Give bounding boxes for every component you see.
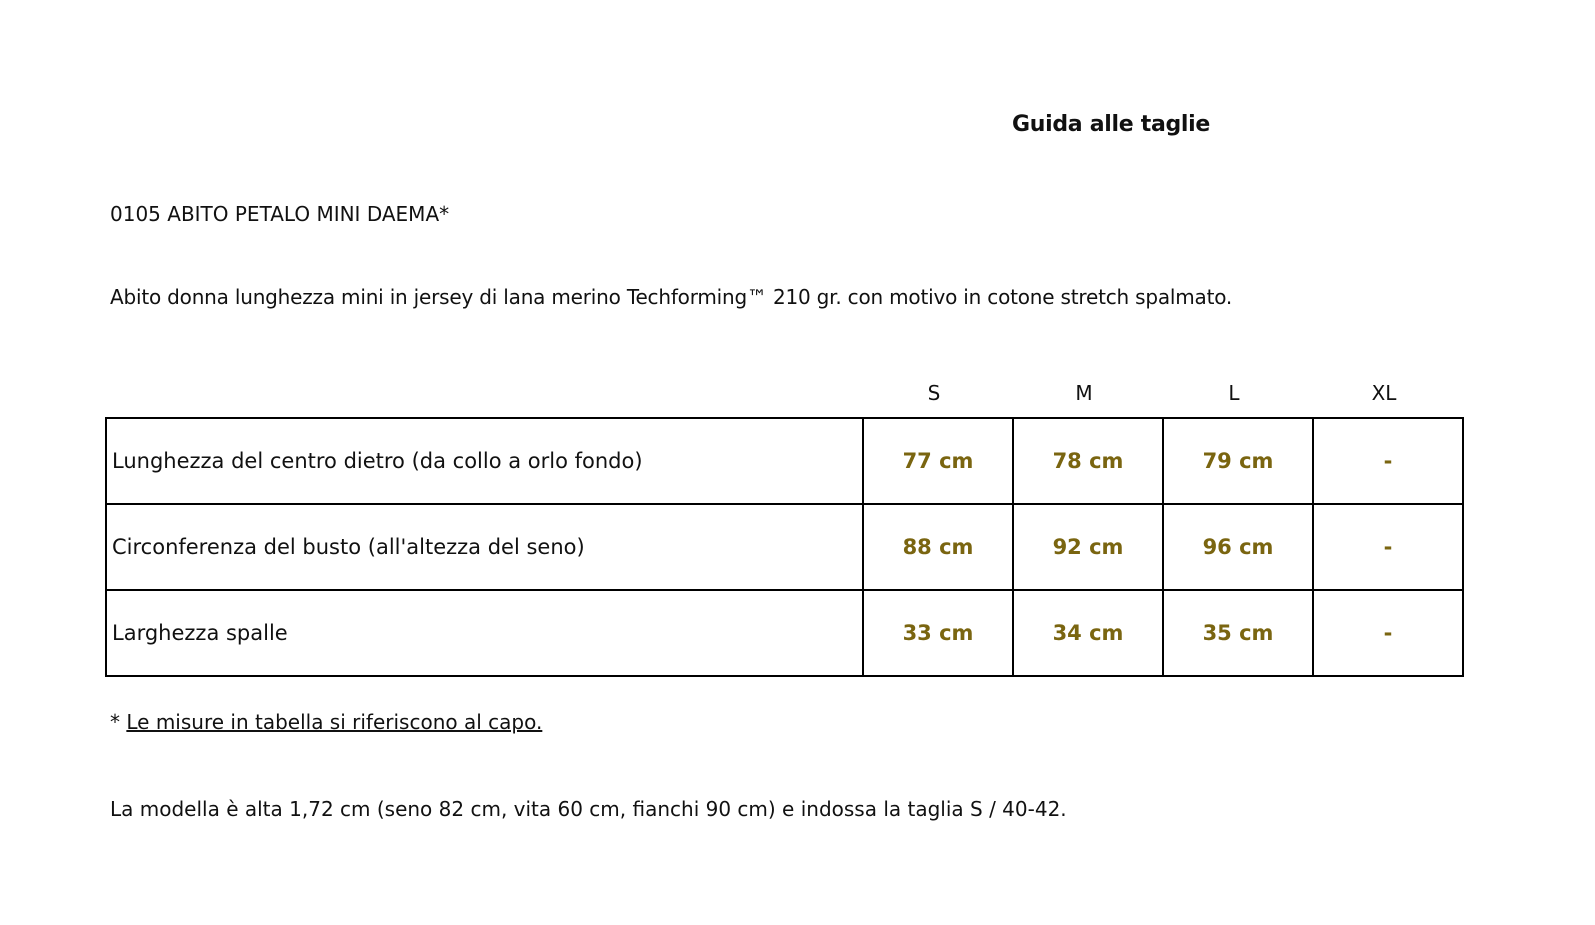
page-title: Guida alle taglie <box>1012 112 1211 137</box>
measure-value: 77 cm <box>863 418 1013 504</box>
size-table <box>105 417 1464 677</box>
measure-label: Larghezza spalle <box>106 590 863 676</box>
measure-value: 88 cm <box>863 504 1013 590</box>
measure-value: 33 cm <box>863 590 1013 676</box>
product-description: Abito donna lunghezza mini in jersey di lana merino Techforming™ 210 gr. con motivo in cotone stretch spalmato. <box>110 285 1233 309</box>
measure-value: 92 cm <box>1013 504 1163 590</box>
measure-value: 34 cm <box>1013 590 1163 676</box>
measure-value: - <box>1313 504 1463 590</box>
footnote-marker: * <box>110 710 127 734</box>
size-header-s: S <box>927 381 941 405</box>
size-header-l: L <box>1228 381 1240 405</box>
footnote <box>110 710 542 734</box>
product-code: 0105 ABITO PETALO MINI DAEMA* <box>110 202 450 226</box>
footnote-text: Le misure in tabella si riferiscono al capo. <box>126 710 543 734</box>
table-row <box>106 504 1463 590</box>
measure-value: - <box>1313 590 1463 676</box>
measure-value: - <box>1313 418 1463 504</box>
table-row <box>106 590 1463 676</box>
model-info: La modella è alta 1,72 cm (seno 82 cm, vita 60 cm, fianchi 90 cm) e indossa la taglia S / 40-42. <box>110 797 1067 821</box>
measure-value: 96 cm <box>1163 504 1313 590</box>
table-row <box>106 418 1463 504</box>
measure-value: 79 cm <box>1163 418 1313 504</box>
measure-label: Lunghezza del centro dietro (da collo a orlo fondo) <box>106 418 863 504</box>
size-header-xl: XL <box>1371 381 1397 405</box>
measure-value: 35 cm <box>1163 590 1313 676</box>
measure-label: Circonferenza del busto (all'altezza del seno) <box>106 504 863 590</box>
size-header-m: M <box>1075 381 1093 405</box>
measure-value: 78 cm <box>1013 418 1163 504</box>
